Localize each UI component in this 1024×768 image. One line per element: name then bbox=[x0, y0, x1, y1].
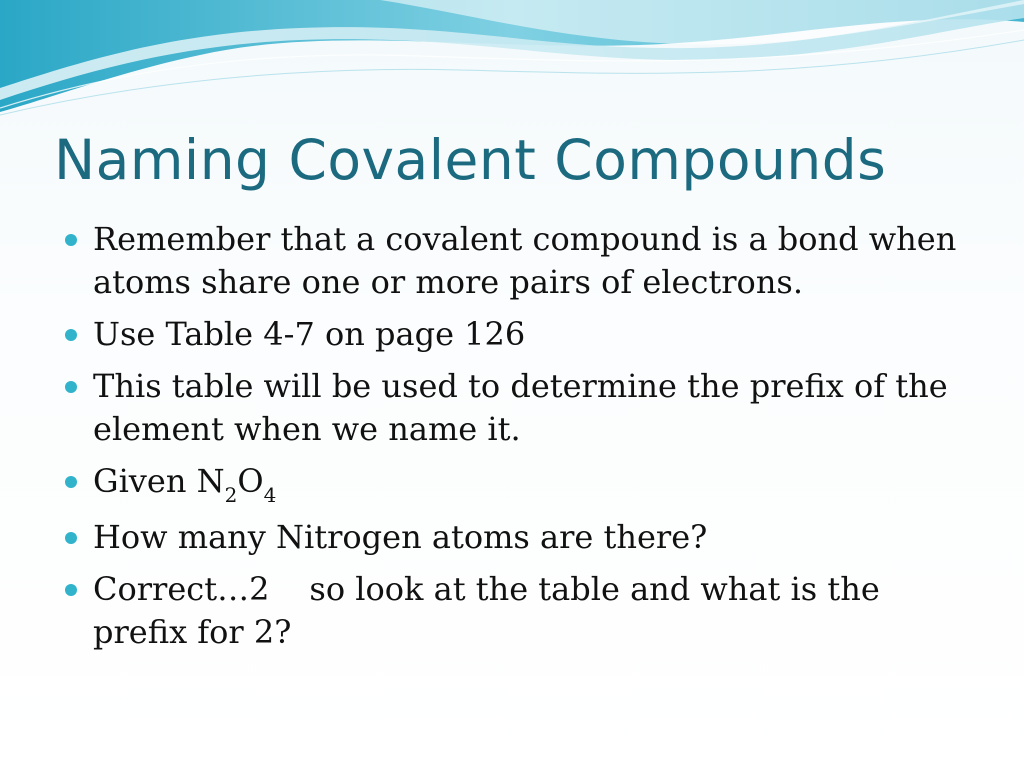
answer-text: Correct…2 bbox=[93, 570, 270, 608]
bullet-text: Remember that a covalent compound is a bond when atoms share one or more pairs of electrons. bbox=[93, 220, 957, 301]
bullet-dot-icon bbox=[65, 234, 77, 246]
bullet-dot-icon bbox=[65, 329, 77, 341]
bullet-text: This table will be used to determine the prefix of the element when we name it. bbox=[93, 367, 948, 448]
formula-prefix: Given N bbox=[93, 462, 225, 500]
bullet-text: How many Nitrogen atoms are there? bbox=[93, 518, 708, 556]
header-wave-decoration bbox=[0, 0, 1024, 120]
bullet-item-formula bbox=[64, 460, 964, 507]
formula-text bbox=[93, 462, 277, 507]
bullet-list bbox=[64, 218, 964, 663]
bullet-dot-icon bbox=[65, 584, 77, 596]
slide-title: Naming Covalent Compounds bbox=[54, 128, 887, 192]
formula-oxygen: O bbox=[237, 462, 264, 500]
bullet-text bbox=[93, 570, 880, 651]
bullet-item bbox=[64, 516, 964, 559]
bullet-text: Use Table 4-7 on page 126 bbox=[93, 315, 526, 353]
bullet-item bbox=[64, 365, 964, 451]
bullet-item bbox=[64, 218, 964, 304]
bullet-dot-icon bbox=[65, 381, 77, 393]
formula-subscript-nitrogen: 2 bbox=[224, 483, 238, 507]
formula-subscript-oxygen: 4 bbox=[263, 483, 277, 507]
bullet-item bbox=[64, 568, 964, 654]
bullet-dot-icon bbox=[65, 476, 77, 488]
bullet-dot-icon bbox=[65, 532, 77, 544]
followup-question: so look at the table and what is the prefix for 2? bbox=[93, 570, 880, 651]
bullet-item bbox=[64, 313, 964, 356]
